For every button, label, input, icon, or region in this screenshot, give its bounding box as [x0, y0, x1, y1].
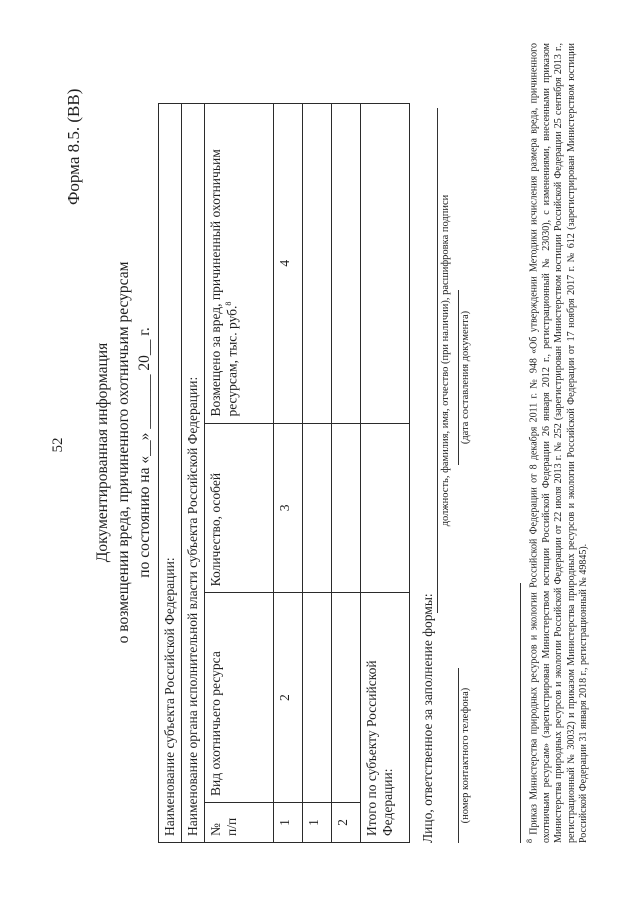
table-row: [332, 104, 361, 843]
header-resource-type: Вид охотничьего ресурса: [205, 593, 274, 803]
responsible-caption: должность, фамилия, имя, отчество (при наличии), расшифровка подписи: [440, 194, 451, 527]
footnote-divider: [520, 583, 521, 843]
responsible-signature-line: [437, 108, 438, 613]
total-compensation-cell: [361, 104, 410, 424]
column-number: 2: [274, 593, 303, 803]
footnote-text: Приказ Министерства природных ресурсов и экологии Российской Федерации от 8 декабря 2011 г. № 948 «Об утверждении Методики исчисления размера вреда, причиненного охотничьим ресурсам» (зарегистрирован Министерством юстиции Российской Федерации 26 января 2012 г., регистрационный № 23030), с изменениями, внесенными приказом Министерства природных ресурсов и экологии Российской Федерации от 22 июля 2013 г. № 252 (зарегистрирован Министерством юстиции Российской Федерации 25 сентября 2013 г., регистрационный № 30032) и приказом Министерства природных ресурсов и экологии Российской Федерации от 17 ноября 2017 г. № 612 (зарегистрирован Министерством юстиции Российской Федерации 31 января 2018 г., регистрационный № 49845).: [528, 42, 590, 843]
compensation-cell: [332, 104, 361, 424]
responsible-person-label: Лицо, ответственное за заполнение формы:: [420, 593, 435, 843]
column-number: 3: [274, 423, 303, 593]
total-row: [361, 104, 410, 843]
header-number: № п/п: [205, 803, 274, 843]
header-compensation-text: Возмещено за вред, причиненный охотничьим ресурсам, тыс. руб.: [208, 149, 240, 417]
row-number-cell: 2: [332, 803, 361, 843]
phone-line: [458, 668, 459, 843]
report-table: [158, 103, 410, 843]
footnote-mark: 8: [224, 301, 233, 306]
subject-name-cell: Наименование субъекта Российской Федерации:: [159, 104, 182, 843]
table-header-row: [205, 104, 274, 843]
date-line: [458, 290, 459, 465]
document-title: [92, 0, 155, 905]
header-compensation: [205, 104, 274, 424]
title-line-3: по состоянию на «__» _______ 20__ г.: [136, 327, 153, 578]
authority-name-cell: Наименование органа исполнительной власти субъекта Российской Федерации:: [182, 104, 205, 843]
title-line-2: о возмещении вреда, причиненного охотничьим ресурсам: [115, 261, 132, 644]
table-row: [303, 104, 332, 843]
footnote: [524, 43, 591, 843]
resource-type-cell: [303, 593, 332, 803]
phone-caption: (номер контактного телефона): [460, 687, 471, 824]
column-number: 1: [274, 803, 303, 843]
quantity-cell: [332, 423, 361, 593]
quantity-cell: [303, 423, 332, 593]
footnote-number: 8: [525, 839, 534, 843]
compensation-cell: [303, 104, 332, 424]
header-quantity: Количество, особей: [205, 423, 274, 593]
resource-type-cell: [332, 593, 361, 803]
page-number: 52: [50, 437, 66, 453]
column-numbers-row: [274, 104, 303, 843]
date-caption: (дата составления документа): [460, 310, 471, 445]
row-number-cell: 1: [303, 803, 332, 843]
column-number: 4: [274, 104, 303, 424]
form-code: Форма 8.5. (ВВ): [64, 88, 83, 205]
total-label: Итого по субъекту Российской Федерации:: [361, 593, 410, 843]
total-quantity-cell: [361, 423, 410, 593]
title-line-1: Документированная информация: [94, 342, 111, 563]
